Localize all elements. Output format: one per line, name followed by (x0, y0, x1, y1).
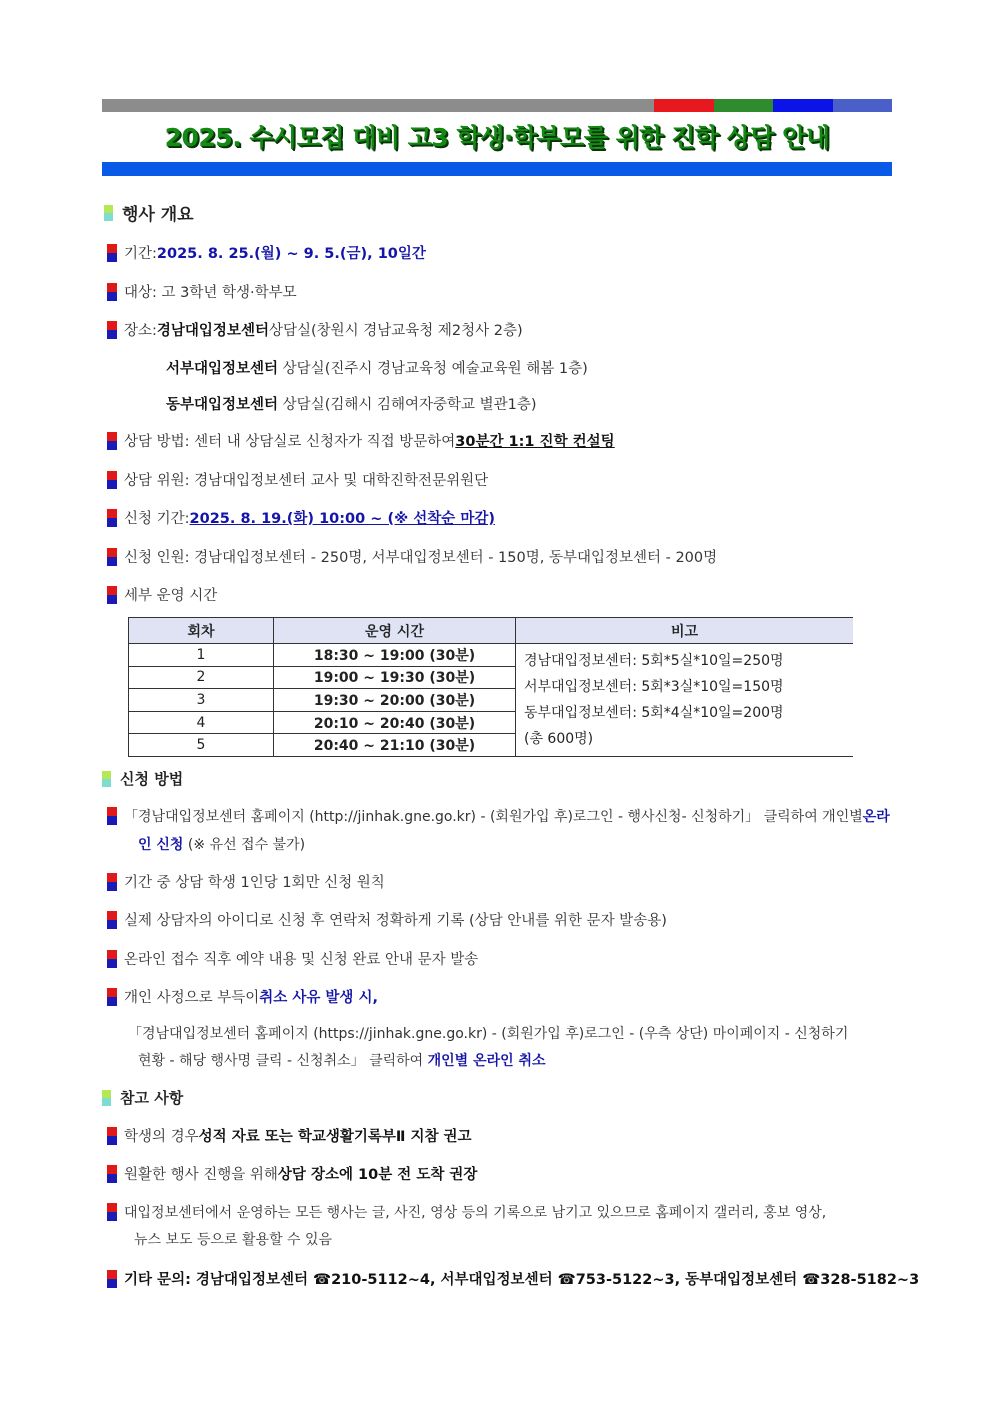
section-heading-reference: 참고 사항 (102, 1087, 183, 1108)
bullet-icon (107, 471, 117, 489)
item-members: 상담 위원: 경남대입정보센터 교사 및 대학진학전문위원단 (107, 469, 488, 490)
item-how-6-cont: 현황 - 해당 행사명 클릭 - 신청취소」 클릭하여 개인별 온라인 취소 (138, 1053, 546, 1069)
bullet-icon (107, 950, 117, 968)
item-how-5: 개인 사정으로 부득이 취소 사유 발생 시, (107, 986, 378, 1007)
item-capacity: 신청 인원: 경남대입정보센터 - 250명, 서부대입정보센터 - 150명, 동부대입정보센터 - 200명 (107, 546, 717, 567)
item-period: 기간: 2025. 8. 25.(월) ~ 9. 5.(금), 10일간 (107, 242, 426, 263)
section-heading-how: 신청 방법 (102, 768, 183, 789)
bullet-icon (107, 321, 117, 339)
item-ref-2: 원활한 행사 진행을 위해 상담 장소에 10분 전 도착 권장 (107, 1163, 477, 1184)
table-header: 회차 (129, 618, 274, 644)
table-note: 경남대입정보센터: 5회*5실*10일=250명 서부대입정보센터: 5회*3실*10일=150명 동부대입정보센터: 5회*4실*10일=200명 (총 600명) (516, 644, 854, 757)
item-how-4: 온라인 접수 직후 예약 내용 및 신청 완료 안내 문자 발송 (107, 948, 478, 969)
bullet-icon (107, 1270, 117, 1288)
bullet-icon (107, 1203, 117, 1221)
table-row: 2 19:00 ~ 19:30 (30분) (129, 666, 854, 689)
item-method: 상담 방법: 센터 내 상담실로 신청자가 직접 방문하여 30분간 1:1 진학 컨설팅 (107, 430, 615, 451)
item-how-1: 「경남대입정보센터 홈페이지 (http://jinhak.gne.go.kr) - (회원가입 후)로그인 - 행사신청- 신청하기」 클릭하여 개인별 온라 (107, 806, 890, 826)
bullet-icon (107, 432, 117, 450)
item-ref-3: 대입정보센터에서 운영하는 모든 행사는 글, 사진, 영상 등의 기록으로 남기고 있으므로 홈페이지 갤러리, 홍보 영상, (107, 1202, 826, 1222)
square-icon (104, 205, 113, 221)
bullet-icon (107, 509, 117, 527)
bullet-icon (107, 807, 117, 825)
item-how-2: 기간 중 상담 학생 1인당 1회만 신청 원칙 (107, 871, 385, 892)
bullet-icon (107, 911, 117, 929)
item-how-6: 「경남대입정보센터 홈페이지 (https://jinhak.gne.go.kr) - (회원가입 후)로그인 - (우측 상단) 마이페이지 - 신청하기 (128, 1026, 849, 1042)
square-icon (102, 771, 111, 787)
bullet-icon (107, 283, 117, 301)
bullet-icon (107, 873, 117, 891)
table-row: 1 18:30 ~ 19:00 (30분) 경남대입정보센터: 5회*5실*10일=250명 서부대입정보센터: 5회*3실*10일=150명 동부대입정보센터: 5회*4실*10일=200명 (총 600명) (129, 644, 854, 667)
header-color-bar (102, 99, 892, 112)
section-heading-overview: 행사 개요 (104, 200, 194, 225)
item-detail: 세부 운영 시간 (107, 584, 217, 605)
item-how-1-cont: 인 신청 (※ 유선 접수 불가) (138, 837, 306, 853)
item-contact: 기타 문의: 경남대입정보센터 ☎210-5112~4, 서부대입정보센터 ☎753-5122~3, 동부대입정보센터 ☎328-5182~3 (107, 1268, 919, 1289)
bullet-icon (107, 1165, 117, 1183)
item-ref-1: 학생의 경우 성적 자료 또는 학교생활기록부Ⅱ 지참 권고 (107, 1125, 472, 1146)
item-how-3: 실제 상담자의 아이디로 신청 후 연락처 정확하게 기록 (상담 안내를 위한 문자 발송용) (107, 909, 667, 930)
place-west: 서부대입정보센터 상담실(진주시 경남교육청 예술교육원 해봄 1층) (166, 361, 588, 377)
schedule-table (128, 617, 853, 757)
item-apply-period: 신청 기간: 2025. 8. 19.(화) 10:00 ~ (※ 선착순 마감) (107, 507, 495, 528)
place-east: 동부대입정보센터 상담실(김해시 김해여자중학교 별관1층) (166, 397, 537, 413)
page-title: 2025. 수시모집 대비 고3 학생·학부모를 위한 진학 상담 안내 (164, 123, 830, 152)
table-row: 3 19:30 ~ 20:00 (30분) (129, 689, 854, 712)
table-header: 비고 (516, 618, 854, 644)
bullet-icon (107, 988, 117, 1006)
square-icon (102, 1090, 111, 1106)
bullet-icon (107, 548, 117, 566)
title-underline-bar (102, 162, 892, 176)
table-row: 4 20:10 ~ 20:40 (30분) (129, 711, 854, 734)
item-place: 장소: 경남대입정보센터 상담실(창원시 경남교육청 제2청사 2층) (107, 319, 523, 340)
bullet-icon (107, 244, 117, 262)
item-ref-3-cont: 뉴스 보도 등으로 활용할 수 있음 (134, 1232, 333, 1248)
bullet-icon (107, 1127, 117, 1145)
table-row: 5 20:40 ~ 21:10 (30분) (129, 734, 854, 757)
bullet-icon (107, 586, 117, 604)
item-target: 대상: 고 3학년 학생·학부모 (107, 281, 297, 302)
table-header: 운영 시간 (274, 618, 516, 644)
